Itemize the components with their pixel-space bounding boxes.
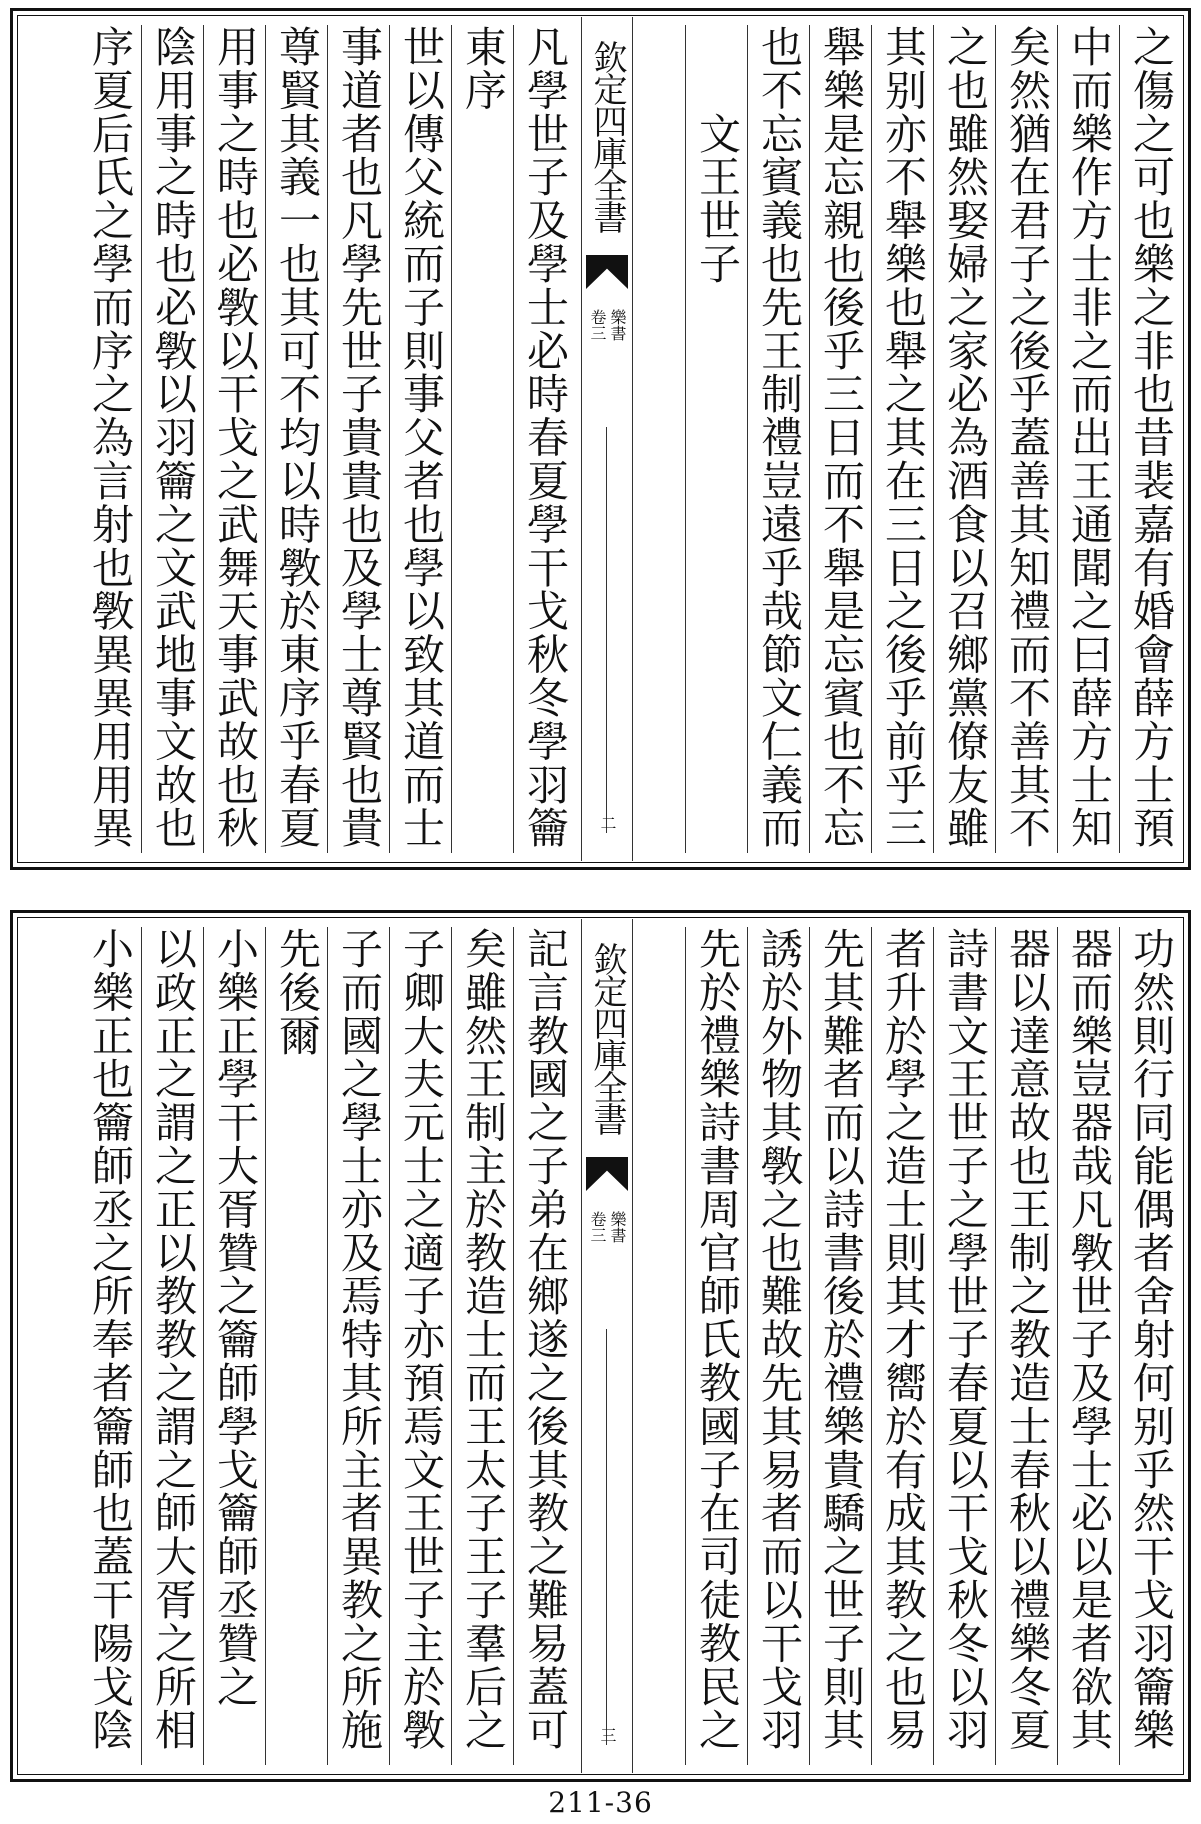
fishtail-mark: [586, 1157, 628, 1191]
fishtail-mark: [586, 255, 628, 289]
text-column: 世以傳父統而子則事父者也學以致其道而士: [389, 25, 452, 853]
text-column: 東序: [451, 25, 514, 853]
text-column: 尊賢其義一也其可不均以時斆於東序乎春夏: [265, 25, 328, 853]
book-name: 樂書: [608, 309, 627, 341]
text-column: 之也雖然娶婦之家必為酒食以召鄉黨僚友雖: [933, 25, 996, 853]
banner-rule: [606, 427, 607, 833]
text-column: 子而國之學士亦及焉特其所主者異教之所施: [327, 927, 390, 1765]
text-column: 小樂正也籥師丞之所奉者籥師也蓋干陽戈陰: [86, 927, 135, 1752]
text-column: 詩書文王世子之學世子春夏以干戈秋冬以羽: [933, 927, 996, 1765]
text-column: 器而樂豈器哉凡斆世子及學士必以是者欲其: [1057, 927, 1120, 1765]
center-banner: [581, 17, 633, 861]
lower-page: [10, 910, 1191, 1782]
text-column: 其别亦不舉樂也舉之其在三日之後乎前乎三: [871, 25, 934, 853]
text-column: 以政正之謂之正以教教之謂之師大胥之所相: [141, 927, 204, 1765]
book-name: 樂書: [608, 1211, 627, 1243]
banner-title: 欽定四庫全書: [587, 40, 627, 232]
banner-meta: [582, 1211, 632, 1243]
text-column: 矣然猶在君子之後乎蓋善其知禮而不善其不: [995, 25, 1058, 853]
text-column: 功然則行同能偶者舍射何别乎然干戈羽籥樂: [1119, 927, 1182, 1765]
folio-number: 三: [598, 1727, 617, 1743]
text-column: 小樂正學干大胥贊之籥師學戈籥師丞贊之: [203, 927, 266, 1765]
volume-label: 卷三: [588, 309, 607, 341]
page-number: 211-36: [548, 1786, 653, 1819]
folio-number: 二: [598, 815, 617, 831]
text-column: 矣雖然王制主於教造士而王太子王子羣后之: [451, 927, 514, 1765]
text-column: 誘於外物其斆之也難故先其易者而以干戈羽: [747, 927, 810, 1765]
text-column: 事道者也凡學先世子貴貴也及學士尊賢也貴: [327, 25, 390, 853]
text-column: 器以達意故也王制之教造士春秋以禮樂冬夏: [995, 927, 1058, 1765]
banner-rule: [606, 1329, 607, 1745]
text-column: 先其難者而以詩書後於禮樂貴驕之世子則其: [809, 927, 872, 1765]
text-column: 陰用事之時也必斆以羽籥之文武地事文故也: [141, 25, 204, 853]
text-column: 先後爾: [265, 927, 328, 1765]
text-column: 舉樂是忘親也後乎三日而不舉是忘賓也不忘: [809, 25, 872, 853]
text-column: 序夏后氏之學而序之為言射也斆異異用用異: [86, 25, 135, 850]
text-column: 子卿大夫元士之適子亦預焉文王世子主於斆: [389, 927, 452, 1765]
text-column: 者升於學之造士則其才嚮於有成其教之也易: [871, 927, 934, 1765]
upper-page: [10, 8, 1191, 870]
text-column: 之傷之可也樂之非也昔裴嘉有婚會薛方士預: [1119, 25, 1182, 853]
text-column: 凡學世子及學士必時春夏學干戈秋冬學羽籥: [513, 25, 576, 853]
text-column: 先於禮樂詩書周官師氏教國子在司徒教民之: [685, 927, 748, 1765]
banner-title: 欽定四庫全書: [587, 942, 627, 1134]
center-banner: [581, 919, 633, 1773]
volume-label: 卷三: [588, 1211, 607, 1243]
banner-meta: [582, 309, 632, 341]
text-column: 中而樂作方士非之而出王通聞之曰薛方士知: [1057, 25, 1120, 853]
text-column: 也不忘賓義也先王制禮豈遠乎哉節文仁義而: [747, 25, 810, 853]
text-column: 記言教國之子弟在鄉遂之後其教之難易蓋可: [513, 927, 576, 1765]
text-column: 用事之時也必斆以干戈之武舞天事武故也秋: [203, 25, 266, 853]
section-heading: 文王世子: [685, 25, 748, 853]
